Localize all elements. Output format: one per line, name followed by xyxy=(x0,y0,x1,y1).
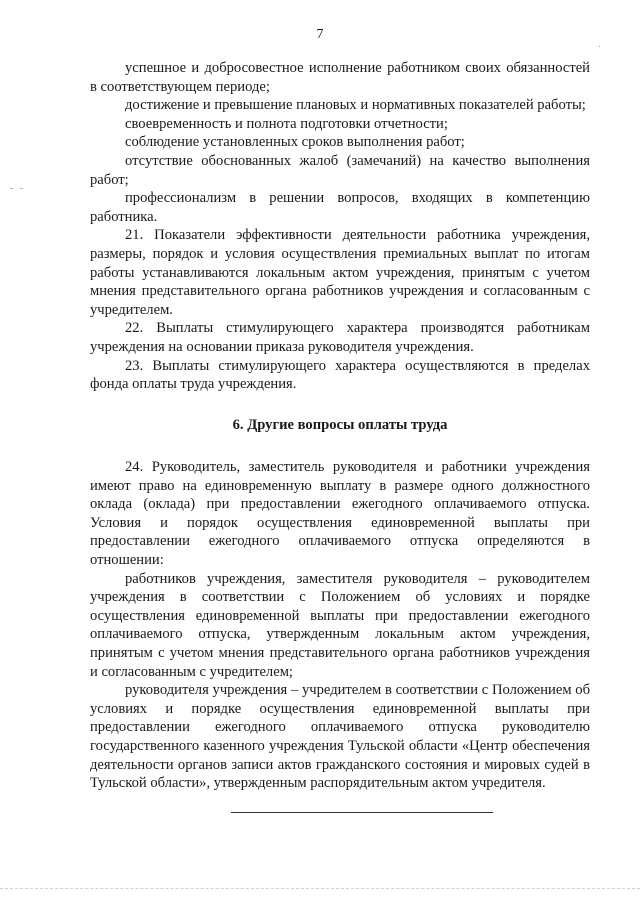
text-block-other-questions xyxy=(90,458,590,793)
paragraph: достижение и превышение плановых и нормативных показателей работы; xyxy=(125,97,586,114)
text-block-incentives xyxy=(90,59,590,394)
scan-edge-line xyxy=(0,888,640,889)
paragraph: руководителя учреждения – учредителем в соответствии с Положением об условиях и порядке осуществления единовременной выплаты при предоставлении ежегодного оплачиваемого отпуска руководителю государственного казенного учреждения Тульской области «Центр обеспечения деятельности органов записи актов гражданского состояния и мировых судей в Тульской области», утвержденным распорядительным актом учредителя. xyxy=(90,682,590,792)
paragraph: отсутствие обоснованных жалоб (замечаний) на качество выполнения работ; xyxy=(90,152,590,188)
page-number: 7 xyxy=(316,27,324,42)
paragraph: 23. Выплаты стимулирующего характера осуществляются в пределах фонда оплаты труда учреждения. xyxy=(90,357,590,393)
paragraph: 22. Выплаты стимулирующего характера производятся работникам учреждения на основании приказа руководителя учреждения. xyxy=(90,320,590,355)
paragraph: 24. Руководитель, заместитель руководителя и работники учреждения имеют право на единовременную выплату в размере одного должностного оклада (оклада) при предоставлении ежегодного оплачиваемого отпуска. Условия и порядок осуществления единовременной выплаты при предоставлении ежегодного оплачиваемого отпуска определяются в отношении: xyxy=(90,459,590,568)
paragraph: профессионализм в решении вопросов, входящих в компетенцию работника. xyxy=(90,190,590,225)
scan-corner-mark: · xyxy=(598,42,604,53)
end-rule xyxy=(231,812,493,813)
scan-margin-mark: - - xyxy=(10,183,26,194)
paragraph: успешное и добросовестное исполнение работником своих обязанностей в соответствующем периоде; xyxy=(90,60,590,95)
paragraph: своевременность и полнота подготовки отчетности; xyxy=(125,115,448,132)
paragraph: 21. Показатели эффективности деятельности работника учреждения, размеры, порядок и условия осуществления премиальных выплат по итогам работы устанавливаются локальным актом учреждения, принятым с учетом мнения представительного органа работников учреждения и согласованным с учредителем. xyxy=(90,227,590,318)
paragraph: соблюдение установленных сроков выполнения работ; xyxy=(125,134,465,151)
paragraph: работников учреждения, заместителя руководителя – руководителем учреждения в соответствии с Положением об условиях и порядке осуществления единовременной выплаты при предоставлении ежегодного оплачиваемого отпуска, утвержденным локальным актом учреждения, принятым с учетом мнения представительного органа работников учреждения и согласованным с учредителем; xyxy=(90,570,590,680)
section-heading: 6. Другие вопросы оплаты труда xyxy=(232,417,448,433)
